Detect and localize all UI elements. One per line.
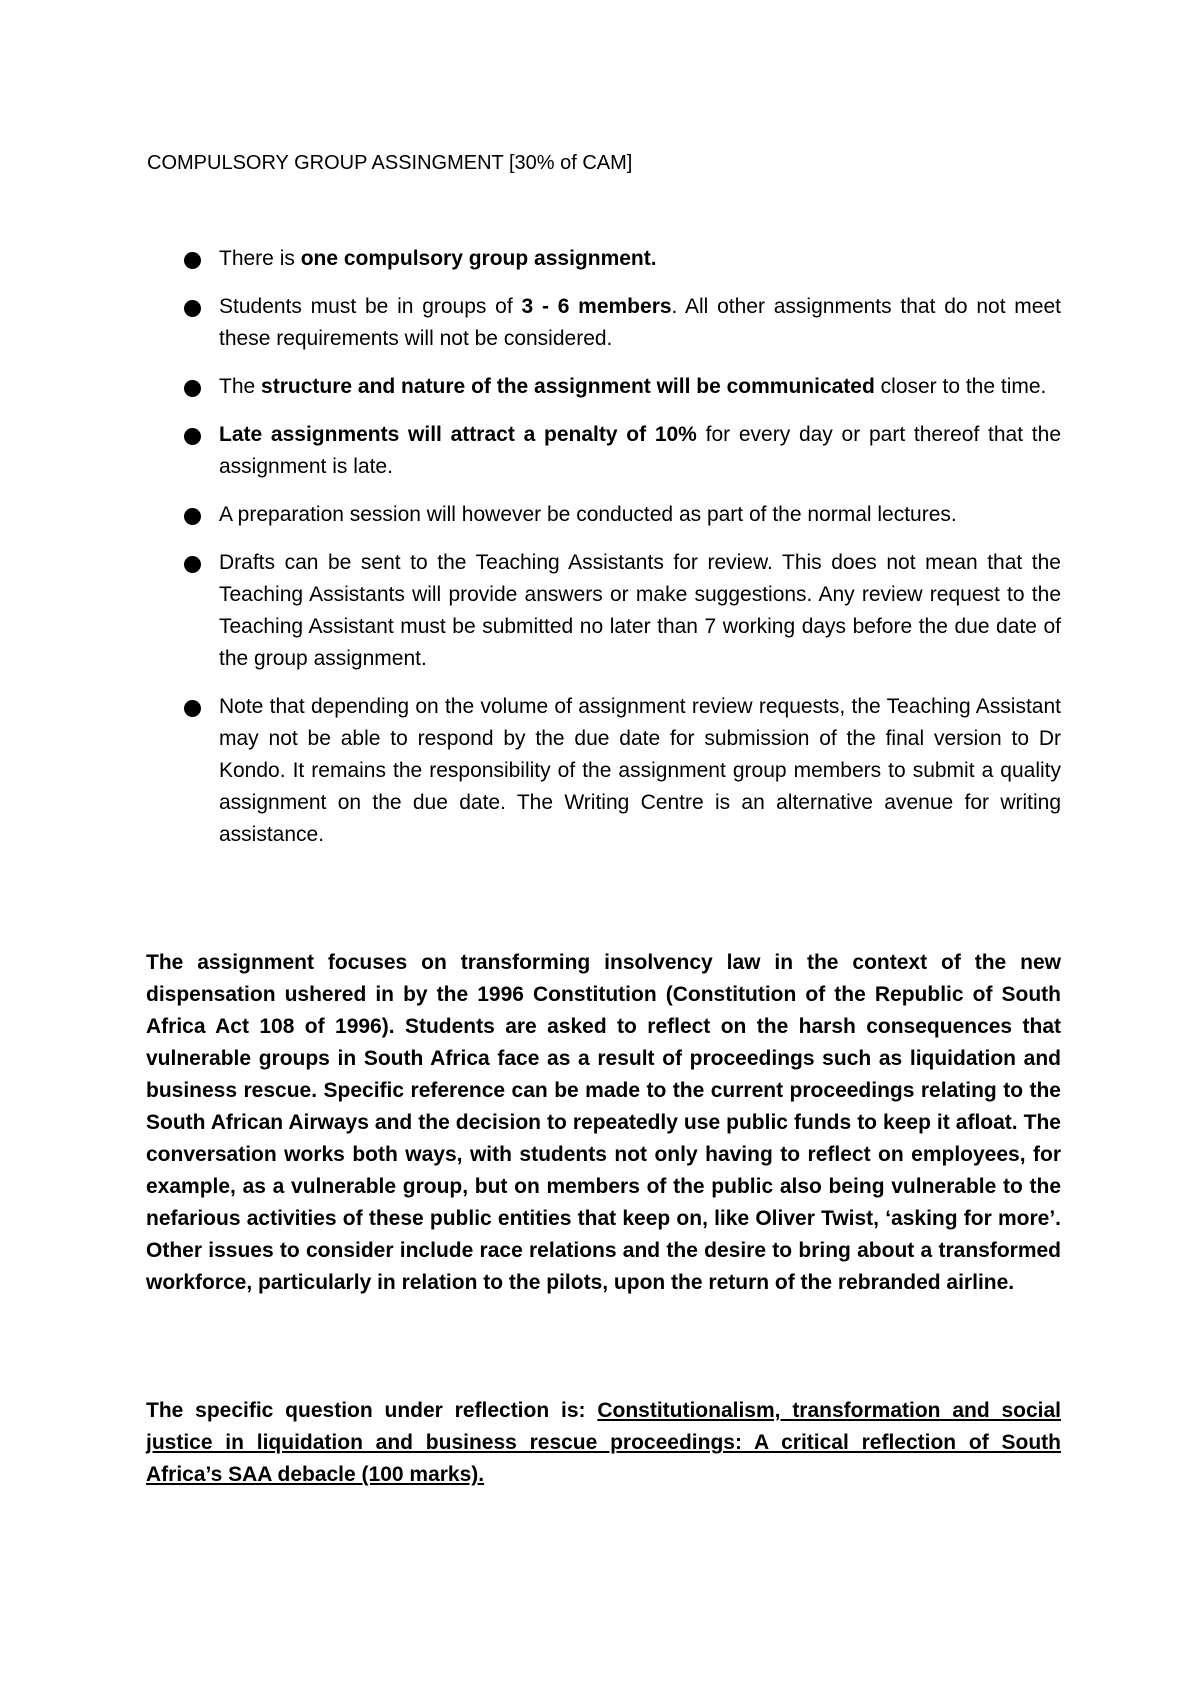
list-item bbox=[184, 499, 1061, 531]
focus-paragraph: The assignment focuses on transforming insolvency law in the context of the new dispensation ushered in by the 1996 Constitution (Constitution of the Republic of South Africa Act 108 of 1996). Students are asked to reflect on the harsh consequences that vulnerable groups in South Africa face as a result of proceedings such as liquidation and business rescue. Specific reference can be made to the current proceedings relating to the South African Airways and the decision to repeatedly use public funds to keep it afloat. The conversation works both ways, with students not only having to reflect on employees, for example, as a vulnerable group, but on members of the public also being vulnerable to the nefarious activities of these public entities that keep on, like Oliver Twist, ‘asking for more’. Other issues to consider include race relations and the desire to bring about a transformed workforce, particularly in relation to the pilots, upon the return of the rebranded airline. bbox=[146, 951, 1061, 1294]
list-item bbox=[184, 547, 1061, 675]
bullet-dot-icon bbox=[184, 428, 201, 445]
bullet-text-bold: one compulsory group assignment. bbox=[300, 247, 657, 270]
bullet-text: closer to the time. bbox=[874, 375, 1047, 398]
bullet-text: There is bbox=[219, 247, 301, 270]
bullet-text: The bbox=[219, 375, 262, 398]
bullet-dot-icon bbox=[184, 380, 201, 397]
list-item bbox=[184, 419, 1061, 483]
bullet-text: Drafts can be sent to the Teaching Assistants for review. This does not mean that the Teaching Assistants will provide answers or make suggestions. Any review request to the Teaching Assistant must be submitted no later than 7 working days before the due date of the group assignment. bbox=[219, 551, 1061, 670]
list-item bbox=[184, 371, 1061, 403]
question-paragraph bbox=[146, 1395, 1061, 1491]
assignment-title: COMPULSORY GROUP ASSINGMENT [30% of CAM] bbox=[147, 152, 633, 174]
bullet-text: Note that depending on the volume of assignment review requests, the Teaching Assistant may not be able to respond by the due date for submission of the final version to Dr Kondo. It remains the responsibility of the assignment group members to submit a quality assignment on the due date. The Writing Centre is an alternative avenue for writing assistance. bbox=[219, 695, 1061, 846]
list-item bbox=[184, 291, 1061, 355]
bullet-dot-icon bbox=[184, 508, 201, 525]
requirements-list bbox=[184, 243, 1061, 867]
list-item bbox=[184, 243, 1061, 275]
bullet-dot-icon bbox=[184, 700, 201, 717]
bullet-dot-icon bbox=[184, 252, 201, 269]
bullet-dot-icon bbox=[184, 556, 201, 573]
bullet-dot-icon bbox=[184, 300, 201, 317]
bullet-text: A preparation session will however be conducted as part of the normal lectures. bbox=[219, 503, 957, 526]
bullet-text: . All other assignments that do not meet these requirements will not be considered. bbox=[219, 295, 1061, 350]
list-item bbox=[184, 691, 1061, 851]
bullet-text-bold: structure and nature of the assignment will be communicated bbox=[261, 375, 875, 398]
bullet-text: Students must be in groups of bbox=[219, 295, 522, 318]
question-lead: The specific question under reflection is: bbox=[146, 1399, 598, 1422]
bullet-text-bold: Late assignments will attract a penalty of 10% bbox=[219, 423, 697, 446]
question-text: Constitutionalism, transformation and social justice in liquidation and business rescue proceedings: A critical reflection of South Africa’s SAA debacle (100 marks). bbox=[146, 1399, 1062, 1486]
bullet-text-bold: 3 - 6 members bbox=[521, 295, 672, 318]
bullet-text: for every day or part thereof that the assignment is late. bbox=[219, 423, 1061, 478]
